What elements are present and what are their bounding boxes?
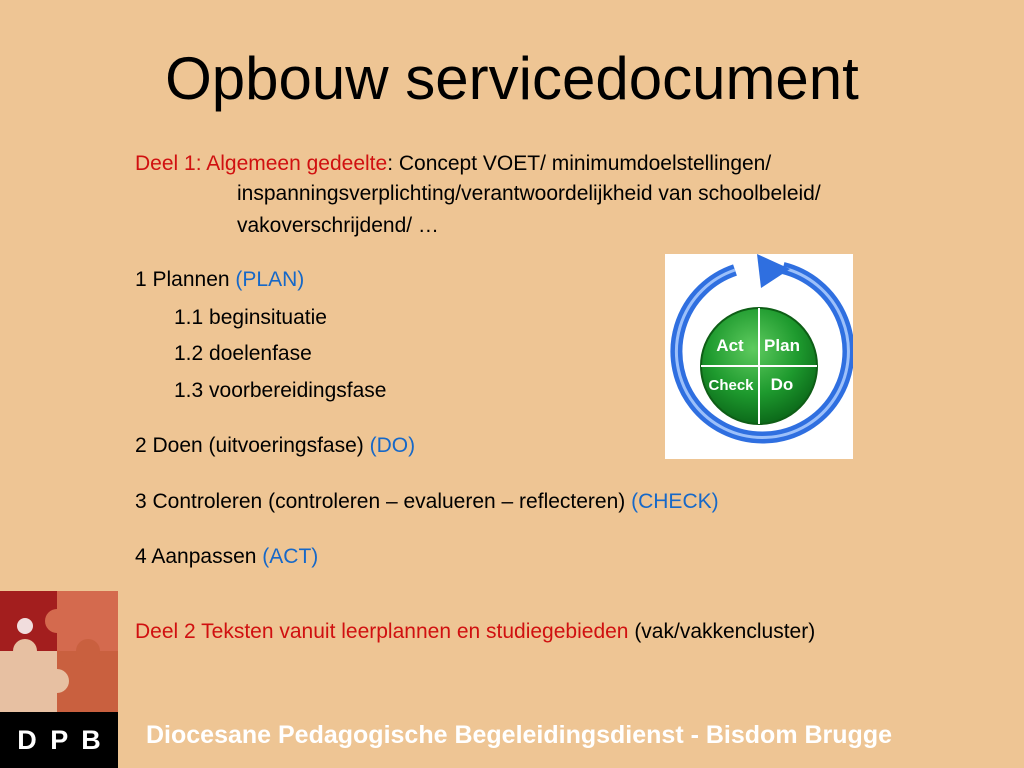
item-doelenfase: 1.2 doelenfase bbox=[174, 342, 312, 365]
deel1-line3: vakoverschrijdend/ … bbox=[237, 214, 439, 237]
item-controleren bbox=[135, 488, 719, 515]
item-tag: (CHECK) bbox=[631, 490, 719, 513]
item-voorbereidingsfase: 1.3 voorbereidingsfase bbox=[174, 379, 387, 402]
deel1-line1 bbox=[135, 150, 771, 177]
item-text: 4 Aanpassen bbox=[135, 545, 263, 568]
item-plannen bbox=[135, 266, 304, 293]
deel2-line bbox=[135, 618, 815, 645]
item-text: 2 Doen (uitvoeringsfase) bbox=[135, 434, 370, 457]
dpb-logo-text: D P B bbox=[0, 712, 118, 768]
pdca-cycle-image bbox=[665, 254, 853, 459]
item-text: 1 Plannen bbox=[135, 268, 236, 291]
deel1-line2: inspanningsverplichting/verantwoordelijkheid van schoolbeleid/ bbox=[237, 182, 821, 205]
item-beginsituatie: 1.1 beginsituatie bbox=[174, 306, 327, 329]
pdca-check-label: Check bbox=[708, 377, 754, 394]
footer-text: Diocesane Pedagogische Begeleidingsdienst - Bisdom Brugge bbox=[146, 721, 892, 749]
item-aanpassen bbox=[135, 543, 318, 570]
deel2-rest: (vak/vakkencluster) bbox=[628, 620, 816, 643]
pdca-plan-label: Plan bbox=[764, 336, 800, 355]
pdca-cycle-icon bbox=[665, 254, 853, 459]
item-tag: (DO) bbox=[369, 434, 416, 457]
pdca-act-label: Act bbox=[716, 336, 744, 355]
slide-title: Opbouw servicedocument bbox=[165, 45, 859, 112]
puzzle-icon bbox=[0, 591, 118, 712]
item-text: 3 Controleren (controleren – evalueren – reflecteren) bbox=[135, 490, 632, 513]
pdca-do-label: Do bbox=[770, 375, 794, 394]
deel1-label: Deel 1: Algemeen gedeelte bbox=[135, 152, 388, 175]
item-tag: (ACT) bbox=[262, 545, 319, 568]
item-tag: (PLAN) bbox=[235, 268, 305, 291]
deel2-label: Deel 2 Teksten vanuit leerplannen en studiegebieden bbox=[135, 620, 629, 643]
item-doen bbox=[135, 432, 415, 459]
deel1-rest: : Concept VOET/ minimumdoelstellingen/ bbox=[387, 152, 772, 175]
